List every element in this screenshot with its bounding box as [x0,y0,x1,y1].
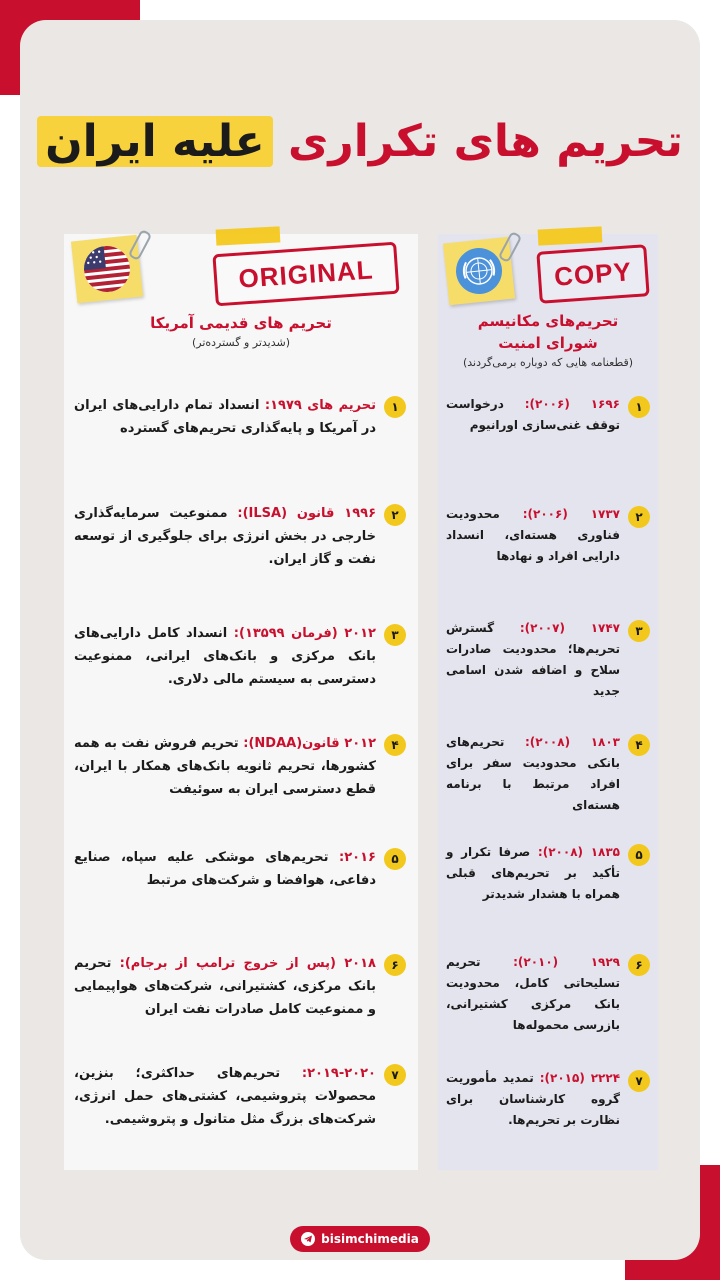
item-number: ۱ [628,396,650,418]
item-number: ۵ [628,844,650,866]
infographic-card [20,20,700,1260]
un-emblem-icon [454,246,505,297]
telegram-icon [301,1232,315,1246]
title-part-red: تحریم های تکراری [288,116,683,167]
item-year: ۲۰۱۸ (پس از خروج ترامپ از برجام): [119,956,376,971]
item-year: ۲۰۱۶: [339,850,376,865]
item-number: ۱ [384,396,406,418]
left-column-header [74,312,408,352]
copy-stamp: COPY [536,244,649,304]
item-year: ۱۶۹۶ (۲۰۰۶): [524,397,620,411]
list-item [446,842,650,905]
item-description: صرفا تکرار و تأکید بر تحریم‌های قبلی همراه با هشدار شدیدتر [446,845,620,901]
item-description: درخواست توقف غنی‌سازی اورانیوم [446,397,620,432]
item-number: ۳ [628,620,650,642]
item-year: تحریم های ۱۹۷۹: [264,398,376,413]
item-number: ۶ [628,954,650,976]
item-description: تحریم‌های بانکی محدودیت سفر برای افراد مرتبط با برنامه هسته‌ای [446,735,620,812]
usa-flag-icon [82,244,133,295]
item-year: ۲۰۱۲ (فرمان ۱۳۵۹۹): [233,626,376,641]
item-year: ۱۹۹۶ قانون (ILSA): [237,506,377,521]
title-part-highlight: علیه ایران [37,116,273,167]
right-column-header [442,310,654,372]
item-description: گسترش تحریم‌ها؛ محدودیت صادرات سلاح و اضافه شدن اسامی جدید [446,621,620,698]
item-number: ۴ [628,734,650,756]
item-description: تمدید مأموریت گروه کارشناسان برای نظارت بر تحریم‌ها. [446,1071,620,1127]
item-number: ۷ [384,1064,406,1086]
copy-sanctions-column [438,234,658,1170]
list-item [74,732,406,801]
item-year: ۱۷۳۷ (۲۰۰۶): [522,507,620,521]
list-item [74,846,406,892]
item-year: ۱۷۴۷ (۲۰۰۷): [519,621,620,635]
item-description: تحریم تسلیحاتی کامل، محدودیت بانک مرکزی کشتیرانی، بازرسی محموله‌ها [446,955,620,1032]
item-description: انسداد تمام دارایی‌های ایران در آمریکا و پایه‌گذاری تحریم‌های گسترده [74,398,376,436]
item-year: ۱۸۰۳ (۲۰۰۸): [524,735,620,749]
right-column-subheading: (قطعنامه هایی که دوباره برمی‌گردند) [462,356,634,369]
item-description: تحریم بانک مرکزی، کشتیرانی، شرکت‌های هواپیمایی و ممنوعیت کامل صادرات نفت ایران [74,956,376,1017]
left-column-heading: تحریم های قدیمی آمریکا [150,314,332,332]
item-number: ۲ [628,506,650,528]
item-description: محدودیت فناوری هسته‌ای، انسداد دارایی افراد و نهادها [446,507,620,563]
channel-handle-badge[interactable] [290,1226,430,1252]
tape-decoration [538,226,603,245]
item-number: ۳ [384,624,406,646]
item-year: ۱۸۳۵ (۲۰۰۸): [537,845,620,859]
right-column-heading-line2: شورای امنیت [498,334,598,352]
list-item [74,1062,406,1131]
list-item [74,952,406,1021]
list-item [446,1068,650,1131]
item-year: ۲۲۲۴ (۲۰۱۵): [539,1071,621,1085]
original-sanctions-column [64,234,418,1170]
item-year: ۲۰۱۹-۲۰۲۰: [301,1066,376,1081]
list-item [446,394,650,436]
right-column-heading-line1: تحریم‌های مکانیسم [477,312,619,330]
item-number: ۷ [628,1070,650,1092]
item-description: تحریم‌های موشکی علیه سپاه، صنایع دفاعی، هوافضا و شرکت‌های مرتبط [74,850,376,888]
item-number: ۵ [384,848,406,870]
list-item [74,394,406,440]
item-number: ۲ [384,504,406,526]
list-item [74,502,406,571]
item-number: ۶ [384,954,406,976]
item-year: ۲۰۱۲ قانون(NDAA): [243,736,377,751]
page-title [20,102,700,182]
left-column-subheading: (شدیدتر و گسترده‌تر) [191,336,291,349]
list-item [74,622,406,691]
item-description: ممنوعیت سرمایه‌گذاری خارجی در بخش انرژی برای جلوگیری از توسعه نفت و گاز ایران. [74,506,376,567]
list-item [446,504,650,567]
channel-handle: bisimchimedia [321,1232,419,1246]
item-description: انسداد کامل دارایی‌های بانک مرکزی و بانک‌های ایرانی، ممنوعیت دسترسی به سیستم مالی دلاری. [74,626,376,687]
item-description: تحریم‌های حداکثری؛ بنزین، محصولات پتروشیمی، کشتی‌های حمل انرژی، شرکت‌های بزرگ مثل متانول و پتروشیمی. [74,1066,376,1127]
list-item [446,952,650,1036]
item-year: ۱۹۲۹ (۲۰۱۰): [513,955,620,969]
list-item [446,732,650,816]
item-number: ۴ [384,734,406,756]
original-stamp: ORIGINAL [212,242,399,307]
tape-decoration [216,226,281,245]
item-description: تحریم فروش نفت به همه کشورها، تحریم ثانویه بانک‌های همکار با ایران، قطع دسترسی ایران به سوئیفت [74,736,376,797]
list-item [446,618,650,702]
